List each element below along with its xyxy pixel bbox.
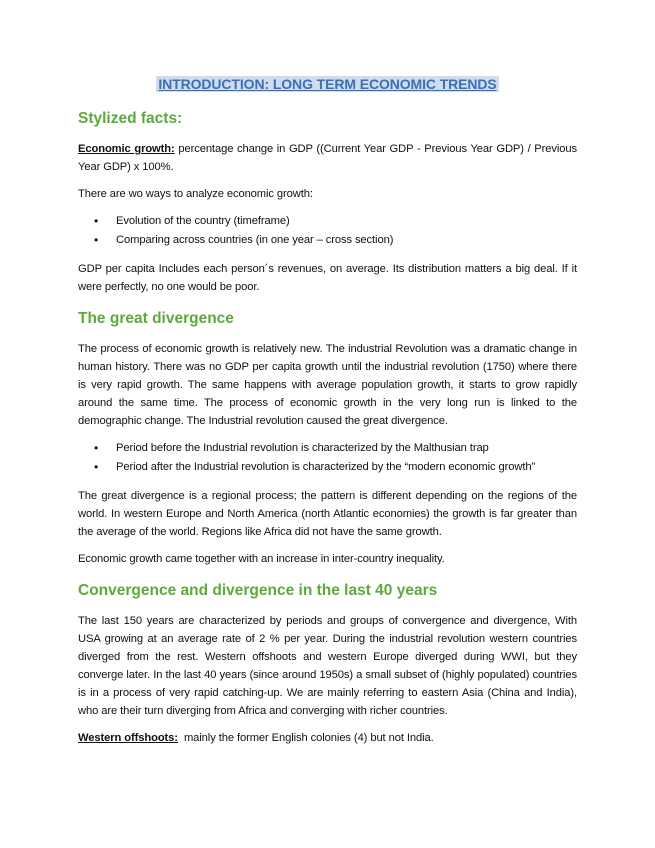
definition-economic-growth: percentage change in GDP ((Current Year GDP - Previous Year GDP) / Previous Year GDP) x 100%. — [78, 143, 577, 173]
paragraph-regional-process: The great divergence is a regional process; the pattern is different depending on the regions of the world. In western Europe and North America (north Atlantic economies) the growth is far greater than the average of the world. Regions like Africa did not have the same growth. — [78, 490, 577, 538]
page-title-text: INTRODUCTION: LONG TERM ECONOMIC TRENDS — [158, 76, 497, 92]
list-item: • Period after the Industrial revolution is characterized by the “modern economic growth” — [78, 458, 577, 477]
section-heading-convergence: Convergence and divergence in the last 40 years — [78, 582, 438, 599]
paragraph-economic-growth — [78, 140, 577, 176]
bullet-list-periods — [78, 439, 577, 477]
paragraph-western-offshoots — [78, 729, 577, 747]
paragraph-last-150-years: The last 150 years are characterized by periods and groups of convergence and divergence, With USA growing at an average rate of 2 % per year. During the industrial revolution western countries diverged from the rest. Western offshoots and western Europe diverged during WWI, but they converge later. In the last 40 years (since around 1950s) a small subset of (highly populated) countries is in a process of very rapid catching-up. We are mainly referring to eastern Asia (China and India), who are their turn diverging from Africa and converging with richer countries. — [78, 615, 577, 717]
list-item: • Evolution of the country (timeframe) — [78, 212, 577, 231]
list-item: • Period before the Industrial revolution is characterized by the Malthusian trap — [78, 439, 577, 458]
term-western-offshoots: Western offshoots: — [78, 732, 178, 744]
list-item: • Comparing across countries (in one year – cross section) — [78, 231, 577, 250]
paragraph-ways-to-analyze: There are wo ways to analyze economic growth: — [78, 188, 313, 200]
section-heading-stylized-facts: Stylized facts: — [78, 110, 183, 127]
paragraph-industrial-revolution: The process of economic growth is relatively new. The industrial Revolution was a dramatic change in human history. There was no GDP per capita growth until the industrial revolution (1750) where there is very rapid growth. The same happens with average population growth, it starts to grow rapidly around the same time. The process of economic growth in the very long run is linked to the demographic change. The Industrial revolution caused the great divergence. — [78, 343, 577, 427]
page-title — [78, 76, 577, 92]
bullet-list-analysis — [78, 212, 577, 250]
paragraph-inequality: Economic growth came together with an increase in inter-country inequality. — [78, 553, 445, 565]
paragraph-gdp-per-capita: GDP per capita Includes each person´s revenues, on average. Its distribution matters a big deal. If it were perfectly, no one would be poor. — [78, 263, 577, 293]
section-heading-great-divergence: The great divergence — [78, 310, 234, 327]
definition-western-offshoots: mainly the former English colonies (4) but not India. — [177, 732, 434, 744]
term-economic-growth: Economic growth: — [78, 143, 175, 155]
